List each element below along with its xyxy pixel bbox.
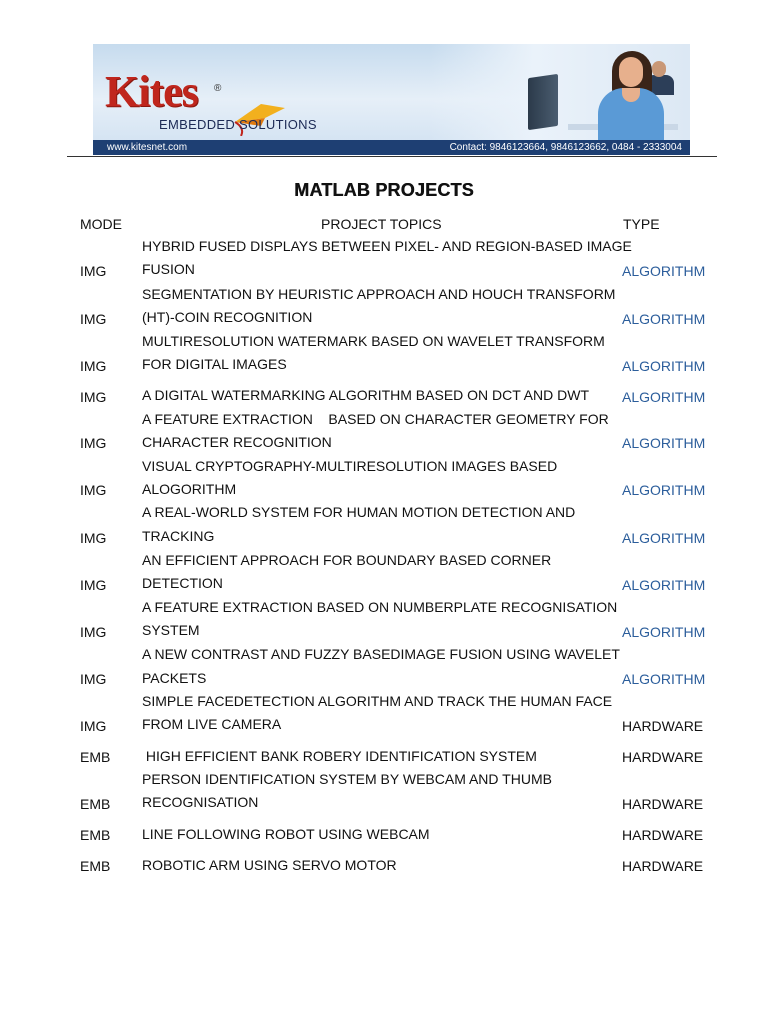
row-topic-line2: RECOGNISATION <box>142 794 259 810</box>
row-mode: EMB <box>80 796 111 812</box>
row-topic-line2: SYSTEM <box>142 622 200 638</box>
row-mode: IMG <box>80 482 107 498</box>
row-topic-line2: FOR DIGITAL IMAGES <box>142 356 287 372</box>
row-type: ALGORITHM <box>622 530 706 546</box>
row-type: ALGORITHM <box>622 263 706 279</box>
row-mode: IMG <box>80 435 107 451</box>
row-topic-line1: SIMPLE FACEDETECTION ALGORITHM AND TRACK THE HUMAN FACE <box>142 693 613 709</box>
row-mode: EMB <box>80 749 111 765</box>
row-topic-line2: FUSION <box>142 261 195 277</box>
row-type: HARDWARE <box>622 858 704 874</box>
row-mode: IMG <box>80 530 107 546</box>
row-topic-line1: A REAL-WORLD SYSTEM FOR HUMAN MOTION DETECTION AND <box>142 504 576 520</box>
column-header-topic: PROJECT TOPICS <box>321 216 442 232</box>
row-type: HARDWARE <box>622 827 704 843</box>
contact-text: Contact: 9846123664, 9846123662, 0484 - 2333004 <box>449 142 682 153</box>
row-topic-line1: SEGMENTATION BY HEURISTIC APPROACH AND HOUCH TRANSFORM <box>142 286 616 302</box>
row-topic-line1: PERSON IDENTIFICATION SYSTEM BY WEBCAM AND THUMB <box>142 771 552 787</box>
row-type: ALGORITHM <box>622 482 706 498</box>
row-topic-line2: CHARACTER RECOGNITION <box>142 434 332 450</box>
row-topic-line2: (HT)-COIN RECOGNITION <box>142 309 313 325</box>
row-topic-line2: ALOGORITHM <box>142 481 237 497</box>
row-type: ALGORITHM <box>622 435 706 451</box>
row-topic-line1: VISUAL CRYPTOGRAPHY-MULTIRESOLUTION IMAGES BASED <box>142 458 558 474</box>
row-mode: IMG <box>80 718 107 734</box>
row-topic-line1: ROBOTIC ARM USING SERVO MOTOR <box>142 857 397 873</box>
row-topic-line2: TRACKING <box>142 528 215 544</box>
row-topic-line1: A FEATURE EXTRACTION BASED ON NUMBERPLATE RECOGNISATION <box>142 599 618 615</box>
row-mode: IMG <box>80 263 107 279</box>
row-type: ALGORITHM <box>622 577 706 593</box>
row-topic-line2: PACKETS <box>142 670 207 686</box>
row-mode: IMG <box>80 577 107 593</box>
row-topic-line1: HYBRID FUSED DISPLAYS BETWEEN PIXEL- AND REGION-BASED IMAGE <box>142 238 632 254</box>
row-type: HARDWARE <box>622 718 704 734</box>
row-topic-line2: DETECTION <box>142 575 223 591</box>
header-divider <box>67 156 717 157</box>
background-person-head <box>652 61 666 77</box>
monitor-illustration <box>528 74 558 130</box>
row-type: ALGORITHM <box>622 389 706 405</box>
row-type: HARDWARE <box>622 796 704 812</box>
row-type: ALGORITHM <box>622 358 706 374</box>
banner-strip-wrap <box>93 140 690 155</box>
page-title: MATLAB PROJECTS <box>294 180 474 200</box>
row-topic-line1: AN EFFICIENT APPROACH FOR BOUNDARY BASED CORNER <box>142 552 552 568</box>
brand-name: Kites <box>105 67 198 116</box>
row-type: ALGORITHM <box>622 671 706 687</box>
row-mode: IMG <box>80 311 107 327</box>
contact-strip <box>93 140 690 155</box>
column-header-type: TYPE <box>623 216 660 232</box>
row-topic-line2: FROM LIVE CAMERA <box>142 716 282 732</box>
row-type: HARDWARE <box>622 749 704 765</box>
woman-face-illustration <box>619 57 643 87</box>
registered-mark: ® <box>214 83 222 94</box>
row-type: ALGORITHM <box>622 624 706 640</box>
row-topic-line1: A NEW CONTRAST AND FUZZY BASEDIMAGE FUSION USING WAVELET <box>142 646 620 662</box>
column-header-mode: MODE <box>80 216 122 232</box>
row-topic-line1: MULTIRESOLUTION WATERMARK BASED ON WAVELET TRANSFORM <box>142 333 605 349</box>
website-text: www.kitesnet.com <box>107 142 188 153</box>
row-topic-line1: HIGH EFFICIENT BANK ROBERY IDENTIFICATION SYSTEM <box>142 748 537 764</box>
row-topic-line1: A FEATURE EXTRACTION BASED ON CHARACTER GEOMETRY FOR <box>142 411 609 427</box>
row-mode: EMB <box>80 858 111 874</box>
row-mode: IMG <box>80 624 107 640</box>
row-mode: IMG <box>80 671 107 687</box>
brand-subtitle: EMBEDDED SOLUTIONS <box>159 117 317 132</box>
row-mode: EMB <box>80 827 111 843</box>
row-mode: IMG <box>80 358 107 374</box>
row-type: ALGORITHM <box>622 311 706 327</box>
row-mode: IMG <box>80 389 107 405</box>
row-topic-line1: LINE FOLLOWING ROBOT USING WEBCAM <box>142 826 430 842</box>
row-topic-line1: A DIGITAL WATERMARKING ALGORITHM BASED ON DCT AND DWT <box>142 387 590 403</box>
